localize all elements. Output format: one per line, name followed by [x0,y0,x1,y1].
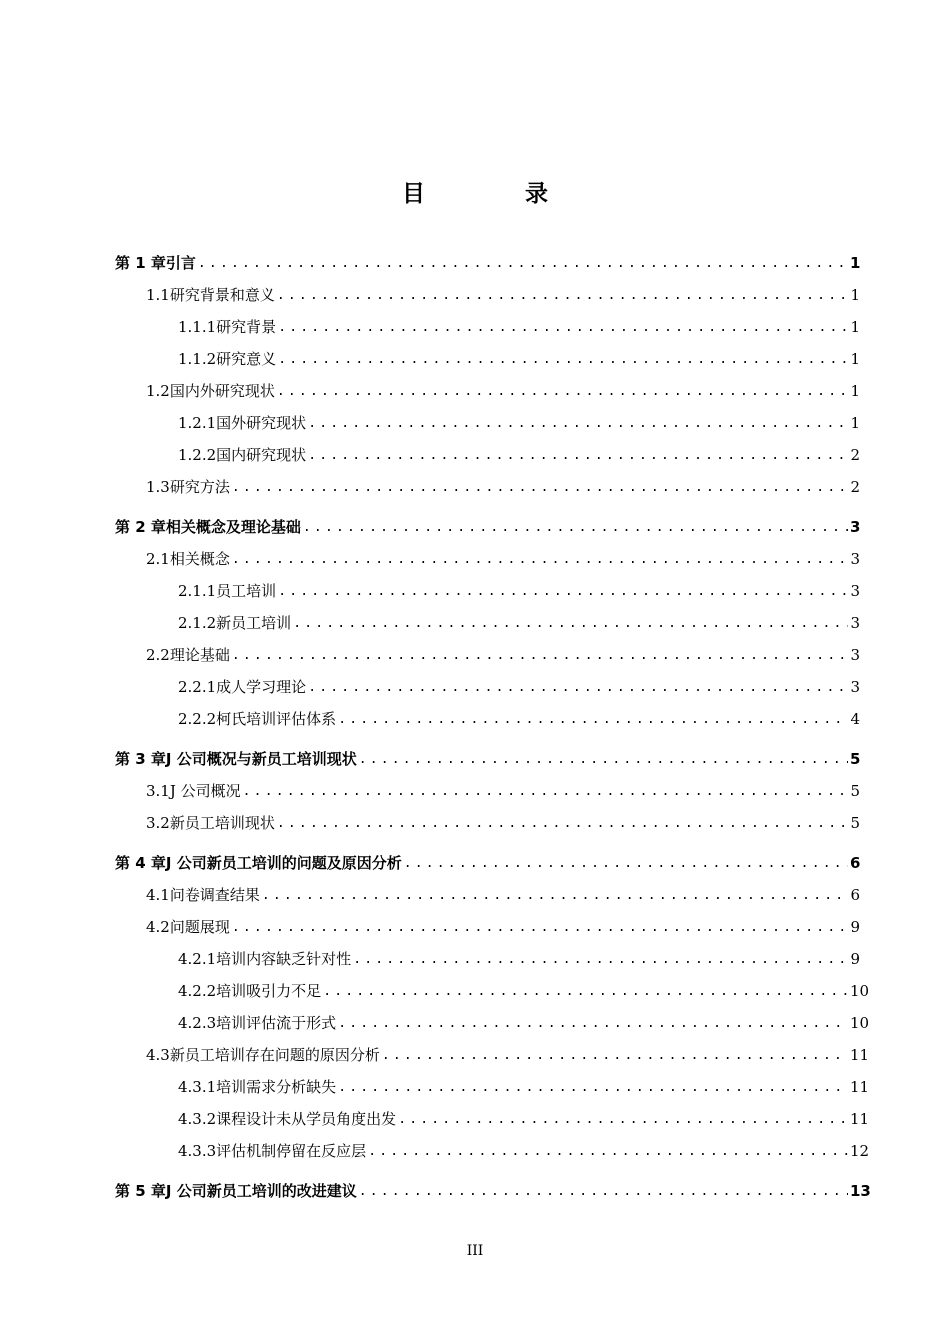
toc-entry-number: 3.2 [146,814,170,832]
toc-entry[interactable] [178,441,860,465]
toc-entry-page: 5 [850,782,860,800]
toc-dot-leader [232,551,848,569]
toc-entry[interactable] [178,705,860,729]
toc-dot-leader [232,479,848,497]
toc-entry[interactable] [178,345,860,369]
toc-entry-page: 6 [850,854,861,872]
toc-entry[interactable] [178,313,860,337]
toc-entry[interactable] [178,977,870,1001]
toc-entry-page: 3 [850,582,860,600]
toc-dot-leader [308,415,848,433]
toc-entry-title: 研究背景和意义 [169,286,275,304]
toc-entry-number: 1.1 [146,286,170,304]
toc-entry[interactable] [178,609,860,633]
page-number-footer: III [466,1243,484,1259]
toc-dot-leader [323,983,848,1001]
toc-entry-page: 3 [850,646,860,664]
toc-entry-number: 4.1 [146,886,170,904]
toc-entry-page: 1 [850,286,860,304]
toc-entry-number: 1.2 [146,382,170,400]
toc-entry-title: 培训吸引力不足 [216,982,322,1000]
toc-dot-leader [278,351,848,369]
toc-entry-number: 4.3.1 [178,1078,217,1096]
toc-entry-number: 第 5 章 [115,1182,166,1200]
toc-entry-number: 2.2.1 [178,678,217,696]
toc-entry[interactable] [146,809,860,833]
page-title: 目 录 [401,181,594,207]
toc-entry-page: 12 [850,1142,870,1160]
toc-dot-leader [303,519,848,537]
toc-entry[interactable] [146,913,860,937]
toc-dot-leader [277,815,848,833]
toc-entry[interactable] [178,1137,870,1161]
toc-entry-title: 新员工培训 [216,614,292,632]
toc-entry-title: 评估机制停留在反应层 [216,1142,367,1160]
toc-entry-number: 4.3.3 [178,1142,217,1160]
toc-dot-leader [359,751,848,769]
toc-entry[interactable] [146,1041,870,1065]
toc-entry-page: 10 [850,1014,870,1032]
toc-entry-page: 1 [850,254,861,272]
toc-dot-leader [278,583,848,601]
toc-entry[interactable] [146,281,860,305]
toc-entry-page: 11 [850,1046,870,1064]
toc-entry-page: 13 [850,1182,871,1200]
toc-entry-title: 新员工培训存在问题的原因分析 [169,1046,380,1064]
toc-entry-title: 成人学习理论 [216,678,307,696]
toc-dot-leader [353,951,848,969]
toc-dot-leader [382,1047,848,1065]
toc-entry-page: 9 [850,918,860,936]
toc-entry-page: 5 [850,750,861,768]
toc-dot-leader [368,1143,848,1161]
toc-entry[interactable] [146,377,860,401]
toc-entry-number: 4.3.2 [178,1110,217,1128]
toc-entry[interactable] [178,1105,870,1129]
toc-entry-number: 4.2.3 [178,1014,217,1032]
toc-entry-title: J 公司概况 [169,782,241,800]
toc-entry-title: 柯氏培训评估体系 [216,710,337,728]
toc-entry-number: 4.2.1 [178,950,217,968]
toc-entry-page: 9 [850,950,860,968]
toc-entry-title: J 公司新员工培训的问题及原因分析 [165,854,402,872]
toc-dot-leader [262,887,848,905]
toc-entry-number: 第 3 章 [115,750,166,768]
toc-dot-leader [198,255,848,273]
toc-entry[interactable] [115,249,860,273]
toc-entry-title: 相关概念及理论基础 [165,518,301,536]
toc-entry-number: 1.3 [146,478,170,496]
toc-entry[interactable] [178,673,860,697]
toc-entry-page: 11 [850,1110,870,1128]
toc-dot-leader [293,615,848,633]
toc-entry-number: 2.1 [146,550,170,568]
toc-entry[interactable] [115,1177,871,1201]
toc-entry-number: 1.2.1 [178,414,217,432]
toc-entry-page: 4 [850,710,860,728]
toc-dot-leader [404,855,848,873]
toc-entry[interactable] [178,577,860,601]
toc-entry-title: 课程设计未从学员角度出发 [216,1110,397,1128]
toc-dot-leader [338,711,848,729]
toc-entry-number: 2.2 [146,646,170,664]
toc-entry-page: 5 [850,814,860,832]
toc-entry[interactable] [178,945,860,969]
toc-entry-title: 问题展现 [169,918,230,936]
toc-dot-leader [338,1015,848,1033]
toc-entry-number: 第 1 章 [115,254,166,272]
toc-entry-page: 3 [850,678,860,696]
toc-entry-number: 3.1 [146,782,170,800]
toc-entry-number: 4.2.2 [178,982,217,1000]
toc-dot-leader [308,679,848,697]
toc-entry-page: 3 [850,614,860,632]
toc-entry-page: 2 [850,478,860,496]
toc-entry-page: 10 [850,982,870,1000]
toc-entry-title: 培训需求分析缺失 [216,1078,337,1096]
toc-dot-leader [277,287,848,305]
toc-entry[interactable] [178,1009,870,1033]
toc-entry-number: 第 4 章 [115,854,166,872]
toc-entry-number: 1.1.2 [178,350,217,368]
toc-entry-title: 国内外研究现状 [169,382,275,400]
toc-entry-title: 国内研究现状 [216,446,307,464]
toc-entry-number: 2.2.2 [178,710,217,728]
toc-entry-title: 研究背景 [216,318,277,336]
toc-entry-number: 4.2 [146,918,170,936]
toc-entry[interactable] [146,473,860,497]
toc-entry-number: 第 2 章 [115,518,166,536]
toc-entry-title: 研究方法 [169,478,230,496]
toc-entry[interactable] [115,849,860,873]
toc-entry[interactable] [115,513,860,537]
toc-entry-title: J 公司概况与新员工培训现状 [165,750,357,768]
toc-entry-title: J 公司新员工培训的改进建议 [165,1182,357,1200]
toc-entry-number: 2.1.2 [178,614,217,632]
toc-entry-page: 2 [850,446,860,464]
toc-dot-leader [243,783,848,801]
toc-entry-title: 新员工培训现状 [169,814,275,832]
toc-entry-number: 2.1.1 [178,582,217,600]
toc-entry-page: 11 [850,1078,870,1096]
toc-dot-leader [308,447,848,465]
toc-entry-title: 员工培训 [216,582,277,600]
toc-entry[interactable] [146,881,860,905]
toc-entry[interactable] [178,1073,870,1097]
toc-entry-title: 培训评估流于形式 [216,1014,337,1032]
toc-entry-title: 研究意义 [216,350,277,368]
toc-entry-title: 问卷调查结果 [169,886,260,904]
toc-entry-page: 1 [850,414,860,432]
toc-dot-leader [232,919,848,937]
toc-entry[interactable] [115,745,860,769]
toc-dot-leader [277,383,848,401]
toc-entry-number: 4.3 [146,1046,170,1064]
toc-entry[interactable] [178,409,860,433]
toc-dot-leader [232,647,848,665]
toc-dot-leader [338,1079,848,1097]
toc-entry-title: 培训内容缺乏针对性 [216,950,352,968]
toc-entry-page: 1 [850,382,860,400]
toc-entry-page: 3 [850,550,860,568]
toc-entry-title: 相关概念 [169,550,230,568]
toc-entry-number: 1.1.1 [178,318,217,336]
toc-entry-page: 3 [850,518,861,536]
toc-entry-title: 引言 [165,254,196,272]
toc-dot-leader [278,319,848,337]
toc-entry-number: 1.2.2 [178,446,217,464]
toc-dot-leader [398,1111,848,1129]
toc-entry-page: 6 [850,886,860,904]
toc-entry-title: 国外研究现状 [216,414,307,432]
toc-entry[interactable] [146,641,860,665]
toc-entry-title: 理论基础 [169,646,230,664]
toc-entry[interactable] [146,545,860,569]
toc-entry[interactable] [146,777,860,801]
toc-dot-leader [359,1183,848,1201]
toc-entry-page: 1 [850,350,860,368]
toc-entry-page: 1 [850,318,860,336]
